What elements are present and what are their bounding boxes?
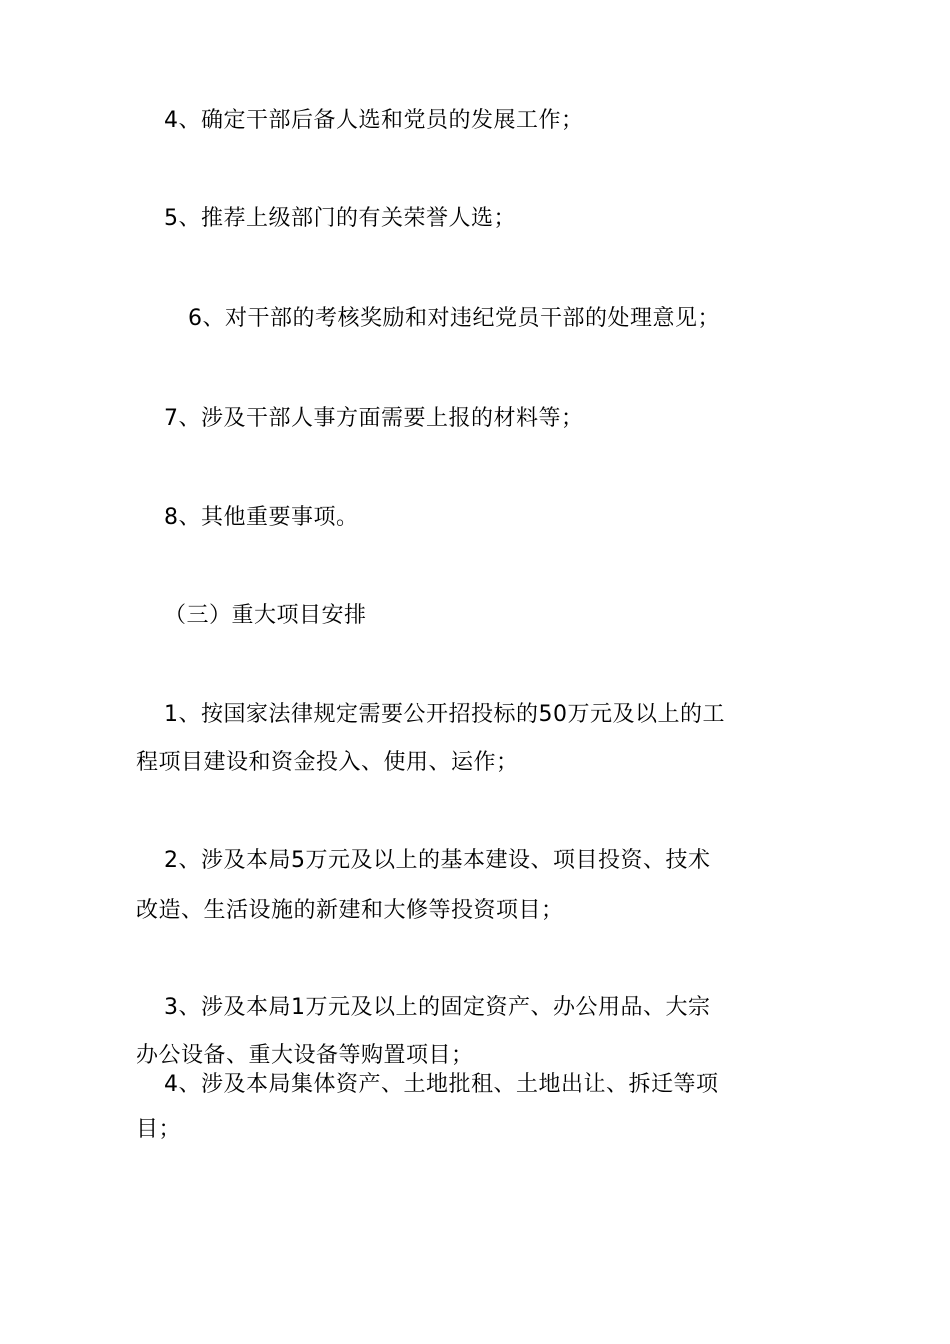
personnel-item-8: 8、其他重要事项。 (164, 505, 359, 530)
personnel-item-6: 6、对干部的考核奖励和对违纪党员干部的处理意见； (188, 306, 720, 331)
project-item-3-line1: 3、涉及本局1万元及以上的固定资产、办公用品、大宗 (164, 995, 711, 1020)
personnel-item-5: 5、推荐上级部门的有关荣誉人选； (164, 206, 516, 231)
project-item-4-line2: 目； (136, 1117, 182, 1142)
project-item-4-line1: 4、涉及本局集体资产、土地批租、土地出让、拆迁等项 (164, 1072, 719, 1097)
personnel-item-4: 4、确定干部后备人选和党员的发展工作； (164, 108, 584, 133)
project-item-1-line2: 程项目建设和资金投入、使用、运作； (136, 750, 519, 775)
personnel-item-7: 7、涉及干部人事方面需要上报的材料等； (164, 406, 584, 431)
project-item-3-line2: 办公设备、重大设备等购置项目； (136, 1043, 474, 1068)
project-item-1-line1: 1、按国家法律规定需要公开招投标的50万元及以上的工 (164, 702, 725, 727)
project-item-2-line2: 改造、生活设施的新建和大修等投资项目； (136, 898, 564, 923)
section-heading: （三）重大项目安排 (164, 603, 367, 628)
project-item-2-line1: 2、涉及本局5万元及以上的基本建设、项目投资、技术 (164, 848, 711, 873)
